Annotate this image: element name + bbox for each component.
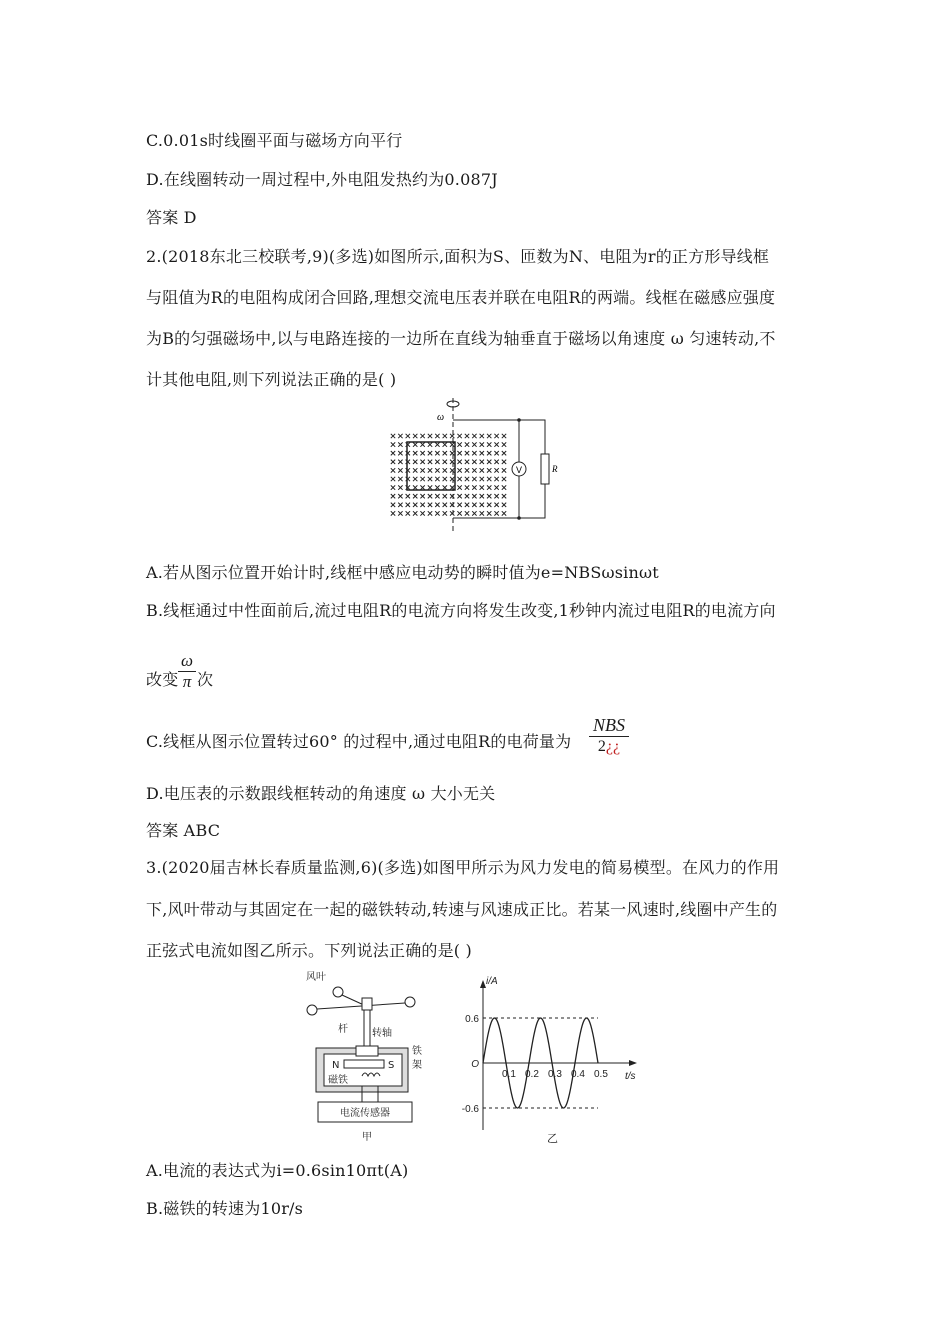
field-cross: [435, 451, 439, 455]
field-cross: [450, 460, 454, 464]
circuit-wire: [453, 420, 545, 518]
question-3-line-1: 3.(2020届吉林长春质量监测,6)(多选)如图甲所示为风力发电的简易模型。在风力的作用: [146, 858, 780, 877]
fraction-nbs-numerator: NBS: [592, 715, 625, 735]
field-cross: [487, 494, 491, 498]
field-cross: [398, 460, 402, 464]
field-cross: [472, 468, 476, 472]
field-cross: [428, 494, 432, 498]
field-cross: [435, 442, 439, 446]
field-cross: [443, 442, 447, 446]
field-cross: [398, 434, 402, 438]
fraction-omega-pi: [178, 652, 196, 691]
field-cross: [480, 485, 484, 489]
field-cross: [450, 477, 454, 481]
field-cross: [413, 434, 417, 438]
field-cross: [420, 451, 424, 455]
iron-frame-label-1: 铁: [412, 1046, 422, 1057]
field-cross: [457, 485, 461, 489]
field-cross: [398, 477, 402, 481]
field-cross: [413, 503, 417, 507]
field-cross: [428, 477, 432, 481]
option-d-q2: D.电压表的示数跟线框转动的角速度 ω 大小无关: [146, 784, 496, 803]
x-axis-label: t/s: [625, 1071, 636, 1082]
coil-frame: [407, 442, 455, 490]
field-cross: [406, 494, 410, 498]
x-tick-label: 0.5: [594, 1069, 608, 1080]
field-cross: [480, 494, 484, 498]
resistor-icon: [541, 454, 549, 484]
field-cross: [480, 434, 484, 438]
fraction-numerator: ω: [180, 651, 193, 670]
y-tick-label: -0.6: [461, 1104, 479, 1115]
field-cross: [480, 460, 484, 464]
option-c-q2: C.线框从图示位置转过60° 的过程中,通过电阻R的电荷量为: [146, 732, 572, 751]
field-cross: [480, 468, 484, 472]
field-cross: [391, 485, 395, 489]
field-cross: [443, 460, 447, 464]
field-cross: [465, 460, 469, 464]
field-cross: [480, 477, 484, 481]
field-cross: [480, 511, 484, 515]
field-cross: [480, 451, 484, 455]
field-cross: [443, 434, 447, 438]
field-cross: [502, 511, 506, 515]
magnet-label: 磁铁: [328, 1075, 348, 1086]
field-cross: [420, 442, 424, 446]
field-cross: [465, 503, 469, 507]
wind-generator-figure: [300, 962, 440, 1147]
field-cross: [428, 485, 432, 489]
field-cross: [435, 485, 439, 489]
field-cross: [465, 485, 469, 489]
sensor-label: 电流传感器: [340, 1108, 390, 1119]
field-cross: [494, 451, 498, 455]
magnetic-field-crosses: [391, 434, 506, 516]
field-cross: [406, 511, 410, 515]
field-cross: [420, 511, 424, 515]
field-cross: [472, 485, 476, 489]
magnet-bar: [344, 1060, 384, 1068]
field-cross: [428, 451, 432, 455]
field-cross: [494, 485, 498, 489]
field-cross: [494, 477, 498, 481]
option-a-q2: A.若从图示位置开始计时,线框中感应电动势的瞬时值为e=NBSωsinωt: [146, 563, 659, 582]
field-cross: [435, 477, 439, 481]
field-cross: [420, 460, 424, 464]
option-d-q1: D.在线圈转动一周过程中,外电阻发热约为0.087J: [146, 170, 498, 189]
field-cross: [502, 503, 506, 507]
field-cross: [428, 511, 432, 515]
field-cross: [413, 511, 417, 515]
field-cross: [413, 468, 417, 472]
svg-text:V: V: [515, 465, 523, 475]
field-cross: [443, 477, 447, 481]
fan-cup-icon: [307, 1005, 317, 1015]
field-cross: [502, 442, 506, 446]
field-cross: [398, 451, 402, 455]
field-cross: [420, 477, 424, 481]
field-cross: [450, 511, 454, 515]
field-cross: [413, 477, 417, 481]
field-cross: [457, 494, 461, 498]
option-b-q3: B.磁铁的转速为10r/s: [146, 1199, 304, 1218]
field-cross: [398, 511, 402, 515]
x-tick-label: 0.4: [571, 1069, 585, 1080]
field-cross: [428, 434, 432, 438]
n-pole-label: N: [332, 1060, 340, 1071]
field-cross: [494, 442, 498, 446]
field-cross: [398, 485, 402, 489]
field-cross: [450, 503, 454, 507]
field-cross: [398, 494, 402, 498]
field-cross: [443, 511, 447, 515]
field-cross: [391, 451, 395, 455]
resistor-label: R: [552, 464, 558, 474]
answer-q1: 答案 D: [146, 208, 197, 227]
field-cross: [450, 494, 454, 498]
field-cross: [398, 468, 402, 472]
field-cross: [450, 485, 454, 489]
field-cross: [413, 460, 417, 464]
figure-jia-caption: 甲: [362, 1132, 372, 1143]
field-cross: [494, 503, 498, 507]
field-cross: [443, 503, 447, 507]
y-axis-label: i/A: [486, 976, 498, 987]
y-tick-label: O: [471, 1059, 479, 1070]
field-cross: [435, 460, 439, 464]
field-cross: [465, 468, 469, 472]
field-cross: [391, 442, 395, 446]
field-cross: [502, 434, 506, 438]
field-cross: [457, 451, 461, 455]
field-cross: [450, 451, 454, 455]
fan-label: 风叶: [306, 972, 326, 983]
omega-label: ω: [437, 412, 445, 423]
field-cross: [457, 477, 461, 481]
iron-frame-label-2: 架: [412, 1060, 422, 1071]
field-cross: [465, 477, 469, 481]
field-cross: [457, 511, 461, 515]
field-cross: [406, 503, 410, 507]
field-cross: [472, 460, 476, 464]
s-pole-label: S: [388, 1060, 395, 1071]
field-cross: [472, 503, 476, 507]
option-b-q2-tail: 次: [197, 670, 214, 689]
field-cross: [420, 485, 424, 489]
field-cross: [480, 442, 484, 446]
field-cross: [450, 442, 454, 446]
option-b-q2-cont: 改变: [146, 670, 179, 689]
field-cross: [502, 485, 506, 489]
field-cross: [502, 494, 506, 498]
field-cross: [494, 468, 498, 472]
field-cross: [487, 485, 491, 489]
shaft-label: 转轴: [372, 1028, 392, 1039]
fraction-denominator: π: [182, 672, 192, 691]
figure-yi-caption: 乙: [547, 1132, 558, 1145]
field-cross: [413, 451, 417, 455]
field-cross: [487, 451, 491, 455]
field-cross: [398, 442, 402, 446]
field-cross: [398, 503, 402, 507]
field-cross: [428, 468, 432, 472]
field-cross: [487, 511, 491, 515]
question-3-line-3: 正弦式电流如图乙所示。下列说法正确的是( ): [146, 941, 472, 960]
field-cross: [391, 468, 395, 472]
field-cross: [450, 468, 454, 472]
field-cross: [494, 434, 498, 438]
field-cross: [420, 434, 424, 438]
bearing: [356, 1046, 378, 1056]
field-cross: [435, 511, 439, 515]
field-cross: [480, 503, 484, 507]
field-cross: [428, 442, 432, 446]
field-cross: [391, 434, 395, 438]
field-cross: [450, 434, 454, 438]
field-cross: [472, 451, 476, 455]
field-cross: [465, 494, 469, 498]
field-cross: [443, 451, 447, 455]
field-cross: [487, 434, 491, 438]
field-cross: [413, 442, 417, 446]
field-cross: [420, 503, 424, 507]
field-cross: [435, 503, 439, 507]
field-cross: [494, 494, 498, 498]
x-tick-label: 0.2: [525, 1069, 539, 1080]
question-3-line-2: 下,风叶带动与其固定在一起的磁铁转动,转速与风速成正比。若某一风速时,线圈中产生的: [146, 900, 778, 919]
x-tick-label: 0.3: [548, 1069, 562, 1080]
field-cross: [472, 442, 476, 446]
field-cross: [420, 494, 424, 498]
field-cross: [406, 434, 410, 438]
field-cross: [428, 460, 432, 464]
field-cross: [472, 494, 476, 498]
question-2-line-3: 为B的匀强磁场中,以与电路连接的一边所在直线为轴垂直于磁场以角速度 ω 匀速转动,不: [146, 329, 776, 348]
option-b-q2: B.线框通过中性面前后,流过电阻R的电流方向将发生改变,1秒钟内流过电阻R的电流方向: [146, 601, 776, 620]
field-cross: [391, 477, 395, 481]
field-cross: [413, 494, 417, 498]
question-2-line-2: 与阻值为R的电阻构成闭合回路,理想交流电压表并联在电阻R的两端。线框在磁感应强度: [146, 288, 776, 307]
field-cross: [457, 468, 461, 472]
field-cross: [420, 468, 424, 472]
field-cross: [494, 511, 498, 515]
field-cross: [435, 494, 439, 498]
field-cross: [391, 494, 395, 498]
field-cross: [465, 442, 469, 446]
y-tick-label: 0.6: [465, 1014, 479, 1025]
option-a-q3: A.电流的表达式为i=0.6sin10πt(A): [146, 1161, 409, 1180]
field-cross: [487, 503, 491, 507]
option-c-q1: C.0.01s时线圈平面与磁场方向平行: [146, 131, 403, 150]
field-cross: [472, 434, 476, 438]
field-cross: [457, 460, 461, 464]
current-chart: [455, 970, 650, 1150]
field-cross: [487, 460, 491, 464]
field-cross: [465, 511, 469, 515]
field-cross: [487, 477, 491, 481]
field-cross: [457, 503, 461, 507]
field-cross: [391, 460, 395, 464]
field-cross: [435, 434, 439, 438]
coil-circuit-figure: [385, 392, 565, 540]
field-cross: [487, 442, 491, 446]
field-cross: [443, 468, 447, 472]
fraction-nbs: NBS 2¿¿: [589, 716, 629, 756]
question-2-line-4: 计其他电阻,则下列说法正确的是( ): [146, 370, 397, 389]
field-cross: [443, 494, 447, 498]
field-cross: [502, 460, 506, 464]
field-cross: [413, 485, 417, 489]
answer-q2: 答案 ABC: [146, 821, 221, 840]
field-cross: [465, 434, 469, 438]
rod-label: 杆: [338, 1024, 348, 1035]
field-cross: [487, 468, 491, 472]
x-axis-arrow: [629, 1060, 637, 1066]
field-cross: [391, 511, 395, 515]
field-cross: [391, 503, 395, 507]
field-cross: [472, 477, 476, 481]
field-cross: [457, 442, 461, 446]
field-cross: [457, 434, 461, 438]
field-cross: [502, 468, 506, 472]
field-cross: [502, 477, 506, 481]
field-cross: [428, 503, 432, 507]
fan-cup-icon: [333, 987, 343, 997]
hub: [362, 998, 372, 1010]
field-cross: [502, 451, 506, 455]
field-cross: [472, 511, 476, 515]
field-cross: [494, 460, 498, 464]
question-2-line-1: 2.(2018东北三校联考,9)(多选)如图所示,面积为S、匝数为N、电阻为r的正方形导线框: [146, 247, 770, 266]
fan-cup-icon: [405, 997, 415, 1007]
field-cross: [465, 451, 469, 455]
field-cross: [435, 468, 439, 472]
x-tick-label: 0.1: [502, 1069, 516, 1080]
field-cross: [443, 485, 447, 489]
